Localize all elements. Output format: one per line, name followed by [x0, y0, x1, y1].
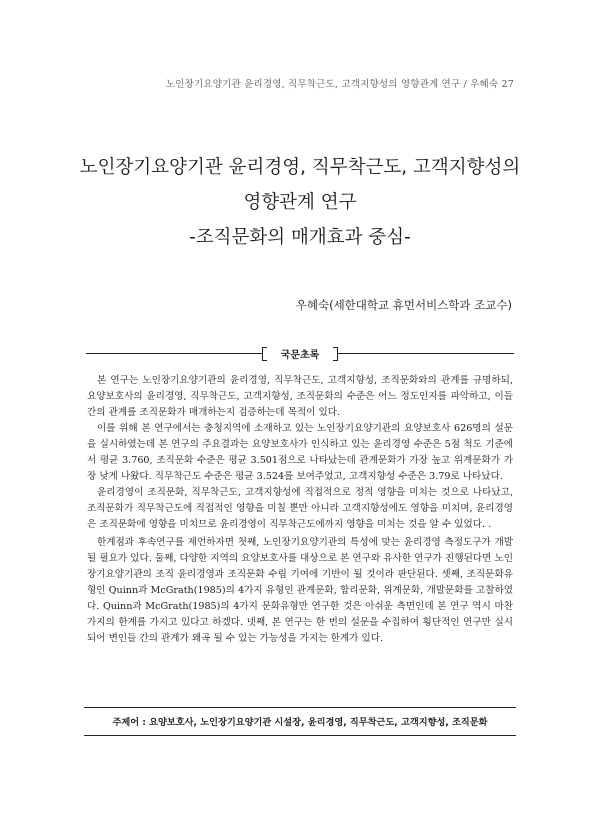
- running-head: 노인장기요양기관 윤리경영, 직무착근도, 고객지향성의 영향관계 연구 / 우혜숙 27: [165, 79, 514, 90]
- title-block: [0, 150, 600, 255]
- subtitle: -조직문화의 매개효과 중심-: [189, 227, 411, 248]
- title-line-1: 노인장기요양기관 윤리경영, 직무착근도, 고객지향성의: [79, 157, 521, 178]
- abstract-paragraph: 본 연구는 노인장기요양기관의 윤리경영, 직무착근도, 고객지향성, 조직문화와의 관계를 규명하되, 요양보호사의 윤리경영, 직무착근도, 고객지향성, 조직문화의 수준은 어느 정도인지를 파악하고, 이들 간의 관계를 조직문화가 매개하는지 검증하는데 목적이 있다.: [87, 375, 513, 418]
- abstract-paragraph: 한계점과 후속연구를 제언하자면 첫째, 노인장기요양기관의 특성에 맞는 윤리경영 측정도구가 개발될 필요가 있다. 둘째, 다양한 지역의 요양보호사를 대상으로 본 연구와 유사한 연구가 진행된다면 노인장기요양기관의 조직 윤리경영과 조직문화 수립 기여에 기반이 될 것이라 판단된다. 셋째, 조직문화유형인 Quinn과 McGrath(1985)의 4가지 유형인 관계문화, 합리문화, 위계문화, 개발문화를 고찰하였다. Quinn과 McGrath(1985)의 4가지 문화유형만 연구한 것은 아쉬운 측면인데 본 연구 역시 마찬가지의 한계를 가지고 있다고 하겠다. 넷째, 본 연구는 한 번의 설문을 수집하여 횡단적인 연구만 실시되어 변인들 간의 관계가 왜곡 될 수 있는 가능성을 가지는 한계가 있다.: [87, 537, 513, 644]
- abstract-paragraph: 윤리경영이 조직문화, 직무착근도, 고객지향성에 직접적으로 정적 영향을 미치는 것으로 나타났고, 조직문화가 직무착근도에 직접적인 영향을 미칠 뿐만 아니라 고객지향성에도 영향을 미치며, 윤리경영은 조직문화에 영향을 미치므로 윤리경영이 직무착근도에까지 영향을 미치는 것을 알 수 있었다. .: [87, 487, 513, 530]
- heading-rule-right: [338, 353, 514, 354]
- abstract-paragraph: 이를 위해 본 연구에서는 충청지역에 소재하고 있는 노인장기요양기관의 요양보호사 626명의 설문을 실시하였는데 본 연구의 주요결과는 요양보호사가 인식하고 있는 윤리경영 수준은 5점 척도 기준에서 평균 3.760, 조직문화 수준은 평균 3.501점으로 나타났는데 관계문화가 가장 높고 위계문화가 가장 낮게 나왔다. 직무착근도 수준은 평균 3.524를 보여주었고, 고객지향성 수준은 3.79로 나타났다.: [87, 423, 513, 482]
- keywords-box: 주제어 : 요양보호사, 노인장기요양기관 시설장, 윤리경영, 직무착근도, 고객지향성, 조직문화: [84, 707, 516, 736]
- heading-bracket-right: [333, 347, 338, 361]
- abstract-heading-bar: [86, 347, 514, 361]
- abstract-body: [87, 373, 513, 647]
- author-affiliation: 우혜숙(세한대학교 휴먼서비스학과 조교수): [295, 298, 512, 312]
- abstract-heading: 국문초록: [280, 350, 320, 361]
- title-line-2: 영향관계 연구: [243, 192, 357, 213]
